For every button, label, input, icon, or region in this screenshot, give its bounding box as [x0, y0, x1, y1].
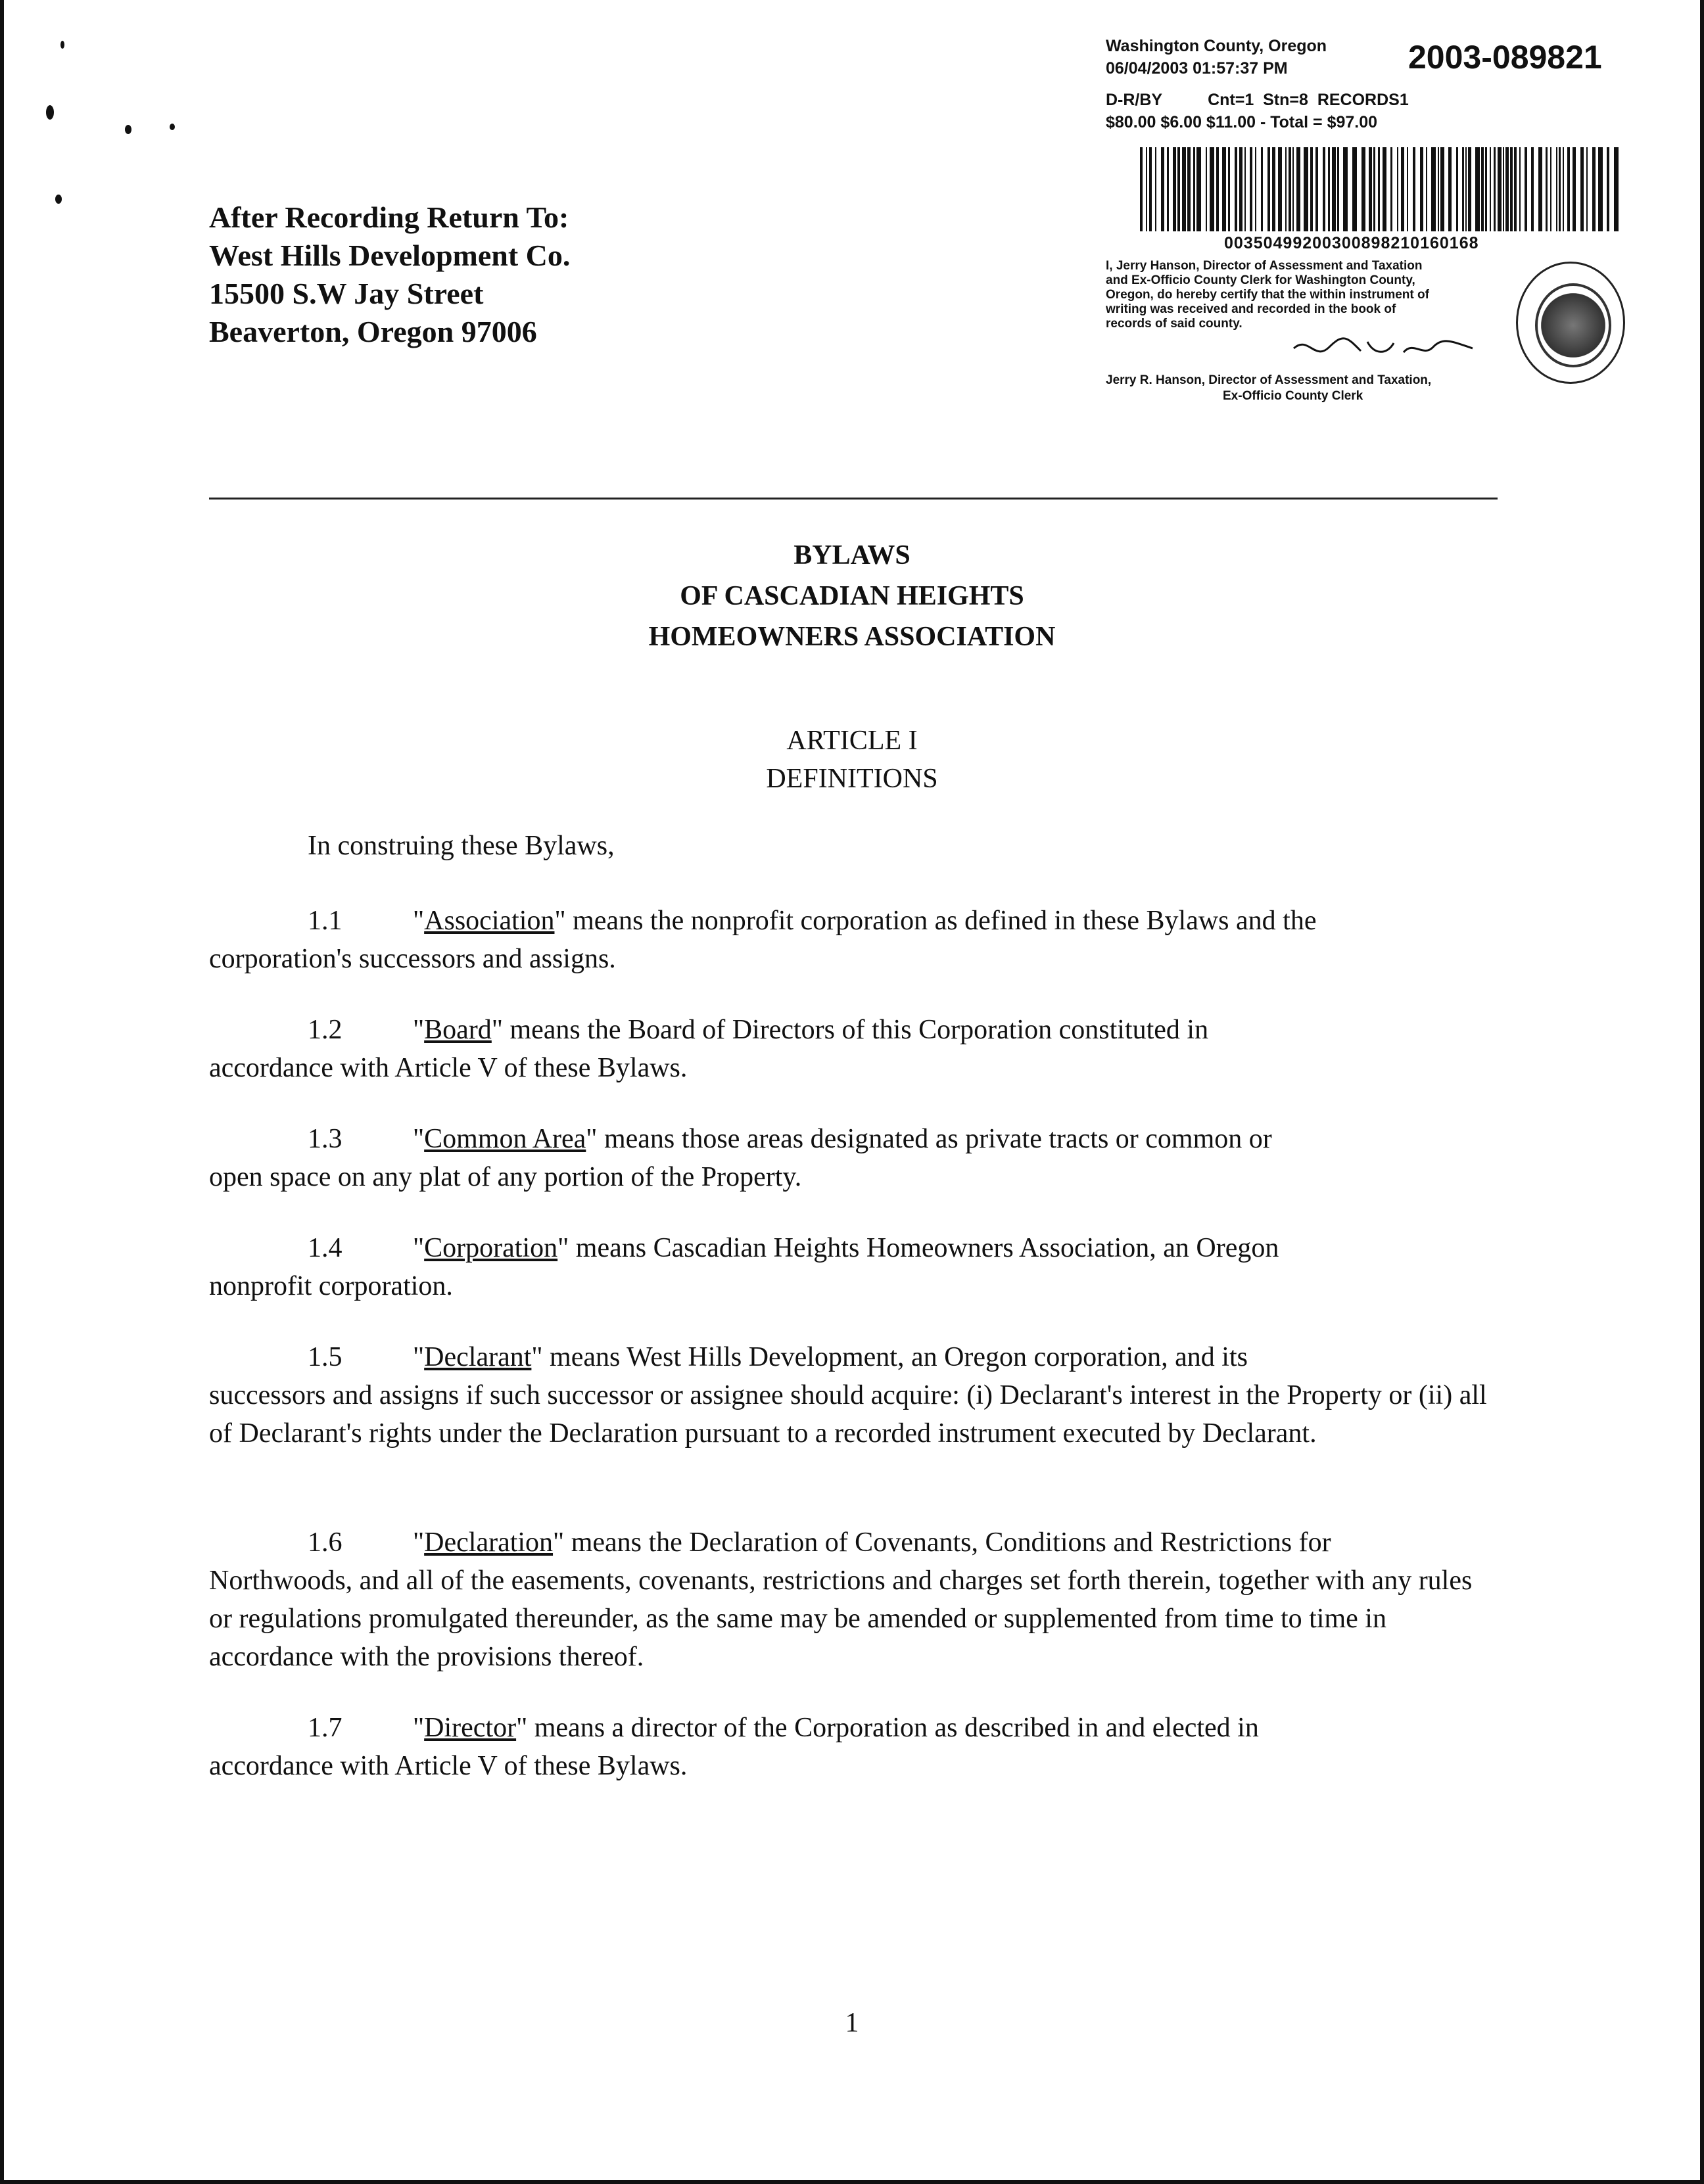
- signer-line: Jerry R. Hanson, Director of Assessment and Taxation,: [1106, 373, 1432, 387]
- intro-text: [209, 827, 1498, 865]
- defined-term: Common Area: [424, 1124, 586, 1154]
- cert-line: records of said county.: [1106, 317, 1242, 331]
- definition-text: " means the Board of Directors of this Corporation constituted in: [491, 1015, 1209, 1045]
- defined-term: Board: [424, 1015, 492, 1045]
- definition-1-5: 1.5 "Declarant" means West Hills Development, an Oregon corporation, and its successors and assigns if such successor or assignee should acquire: (i) Declarant's interest in the Property or (ii) all of Declarant's rights under the Declaration pursuant to a recorded instrument executed by Declarant.: [209, 1338, 1498, 1452]
- cert-line: and Ex-Officio County Clerk for Washington County,: [1106, 273, 1415, 287]
- page-number: 1: [845, 2008, 859, 2038]
- document-number: 2003-089821: [1408, 39, 1602, 76]
- definition-text: " means the nonprofit corporation as defined in these Bylaws and the: [554, 906, 1317, 936]
- article-number: ARTICLE I: [786, 726, 918, 756]
- section-number: 1.1: [308, 906, 343, 936]
- article-heading: [0, 722, 1704, 798]
- title-line: OF CASCADIAN HEIGHTS: [680, 581, 1024, 611]
- section-number: 1.2: [308, 1015, 343, 1045]
- section-number: 1.3: [308, 1124, 343, 1154]
- recording-datetime: 06/04/2003 01:57:37 PM: [1106, 59, 1288, 78]
- definition-text: nonprofit corporation.: [209, 1271, 453, 1301]
- title-line: HOMEOWNERS ASSOCIATION: [648, 622, 1056, 652]
- definition-text: " means West Hills Development, an Oregon corporation, and its: [531, 1342, 1248, 1372]
- definition-text: accordance with Article V of these Bylaws.: [209, 1751, 688, 1781]
- definition-1-6: 1.6 "Declaration" means the Declaration of Covenants, Conditions and Restrictions for Northwoods, and all of the easements, covenants, restrictions and charges set forth therein, together with any rules or regulations promulgated thereunder, as the same may be amended or supplemented from time to time in accordance with the provisions thereof.: [209, 1523, 1498, 1676]
- signer-title: Ex-Officio County Clerk: [1223, 389, 1363, 403]
- scan-speck: [60, 41, 64, 49]
- recording-county: Washington County, Oregon: [1106, 37, 1327, 55]
- barcode-number: 00350499200300898210160168: [1224, 234, 1479, 252]
- cert-line: I, Jerry Hanson, Director of Assessment and Taxation: [1106, 259, 1423, 273]
- definition-text: accordance with Article V of these Bylaws.: [209, 1053, 688, 1083]
- scan-speck: [46, 105, 54, 120]
- section-number: 1.4: [308, 1233, 343, 1263]
- article-name: DEFINITIONS: [766, 764, 938, 794]
- definition-text: open space on any plat of any portion of the Property.: [209, 1162, 802, 1192]
- definition-text: " means a director of the Corporation as described in and elected in: [516, 1713, 1259, 1743]
- defined-term: Director: [424, 1713, 517, 1743]
- county-seal-icon: [1516, 262, 1625, 384]
- certification-text: [1106, 259, 1429, 331]
- return-street: 15500 S.W Jay Street: [209, 277, 484, 310]
- scan-speck: [125, 125, 131, 134]
- definition-1-4: 1.4 "Corporation" means Cascadian Heights Homeowners Association, an Oregon nonprofit corporation.: [209, 1229, 1498, 1305]
- scan-speck: [170, 124, 175, 130]
- section-number: 1.7: [308, 1713, 343, 1743]
- recording-fees: $80.00 $6.00 $11.00 - Total = $97.00: [1106, 113, 1378, 131]
- recording-codes: D-R/BY Cnt=1 Stn=8 RECORDS1: [1106, 91, 1409, 109]
- definition-text: corporation's successors and assigns.: [209, 944, 616, 974]
- document-title: [0, 535, 1704, 657]
- definition-text: " means Cascadian Heights Homeowners Association, an Oregon: [557, 1233, 1279, 1263]
- return-company: West Hills Development Co.: [209, 239, 571, 272]
- clerk-signature: [1289, 329, 1479, 368]
- definition-1-7: 1.7 "Director" means a director of the Corporation as described in and elected in accordance with Article V of these Bylaws.: [209, 1709, 1498, 1785]
- barcode-image: [1140, 147, 1625, 231]
- section-number: 1.6: [308, 1527, 343, 1558]
- definition-1-3: 1.3 "Common Area" means those areas designated as private tracts or common or open space on any plat of any portion of the Property.: [209, 1120, 1498, 1196]
- section-number: 1.5: [308, 1342, 343, 1372]
- definition-1-2: 1.2 "Board" means the Board of Directors of this Corporation constituted in accordance with Article V of these Bylaws.: [209, 1011, 1498, 1087]
- cert-line: writing was received and recorded in the book of: [1106, 302, 1396, 316]
- title-line: BYLAWS: [793, 540, 911, 570]
- definition-1-1: 1.1 "Association" means the nonprofit corporation as defined in these Bylaws and the corporation's successors and assigns.: [209, 902, 1498, 978]
- definition-text: Northwoods, and all of the easements, covenants, restrictions and charges set forth therein, together with any rules or regulations promulgated thereunder, as the same may be amended or supplemented from time to time in accordance with the provisions thereof.: [209, 1566, 1473, 1672]
- defined-term: Corporation: [424, 1233, 558, 1263]
- horizontal-rule: [209, 498, 1498, 500]
- intro-sentence: In construing these Bylaws,: [308, 831, 615, 861]
- definition-text: " means the Declaration of Covenants, Conditions and Restrictions for: [553, 1527, 1331, 1558]
- scan-speck: [55, 195, 62, 204]
- return-city: Beaverton, Oregon 97006: [209, 315, 537, 348]
- defined-term: Association: [424, 906, 555, 936]
- defined-term: Declaration: [424, 1527, 554, 1558]
- return-address: [209, 198, 570, 351]
- defined-term: Declarant: [424, 1342, 532, 1372]
- definition-text: " means those areas designated as private tracts or common or: [586, 1124, 1272, 1154]
- definition-text: successors and assigns if such successor or assignee should acquire: (i) Declarant's interest in the Property or (ii) all of Declarant's rights under the Declaration pursuant to a recorded instrument executed by Declarant.: [209, 1380, 1487, 1449]
- cert-line: Oregon, do hereby certify that the within instrument of: [1106, 288, 1429, 302]
- return-to-label: After Recording Return To:: [209, 200, 569, 234]
